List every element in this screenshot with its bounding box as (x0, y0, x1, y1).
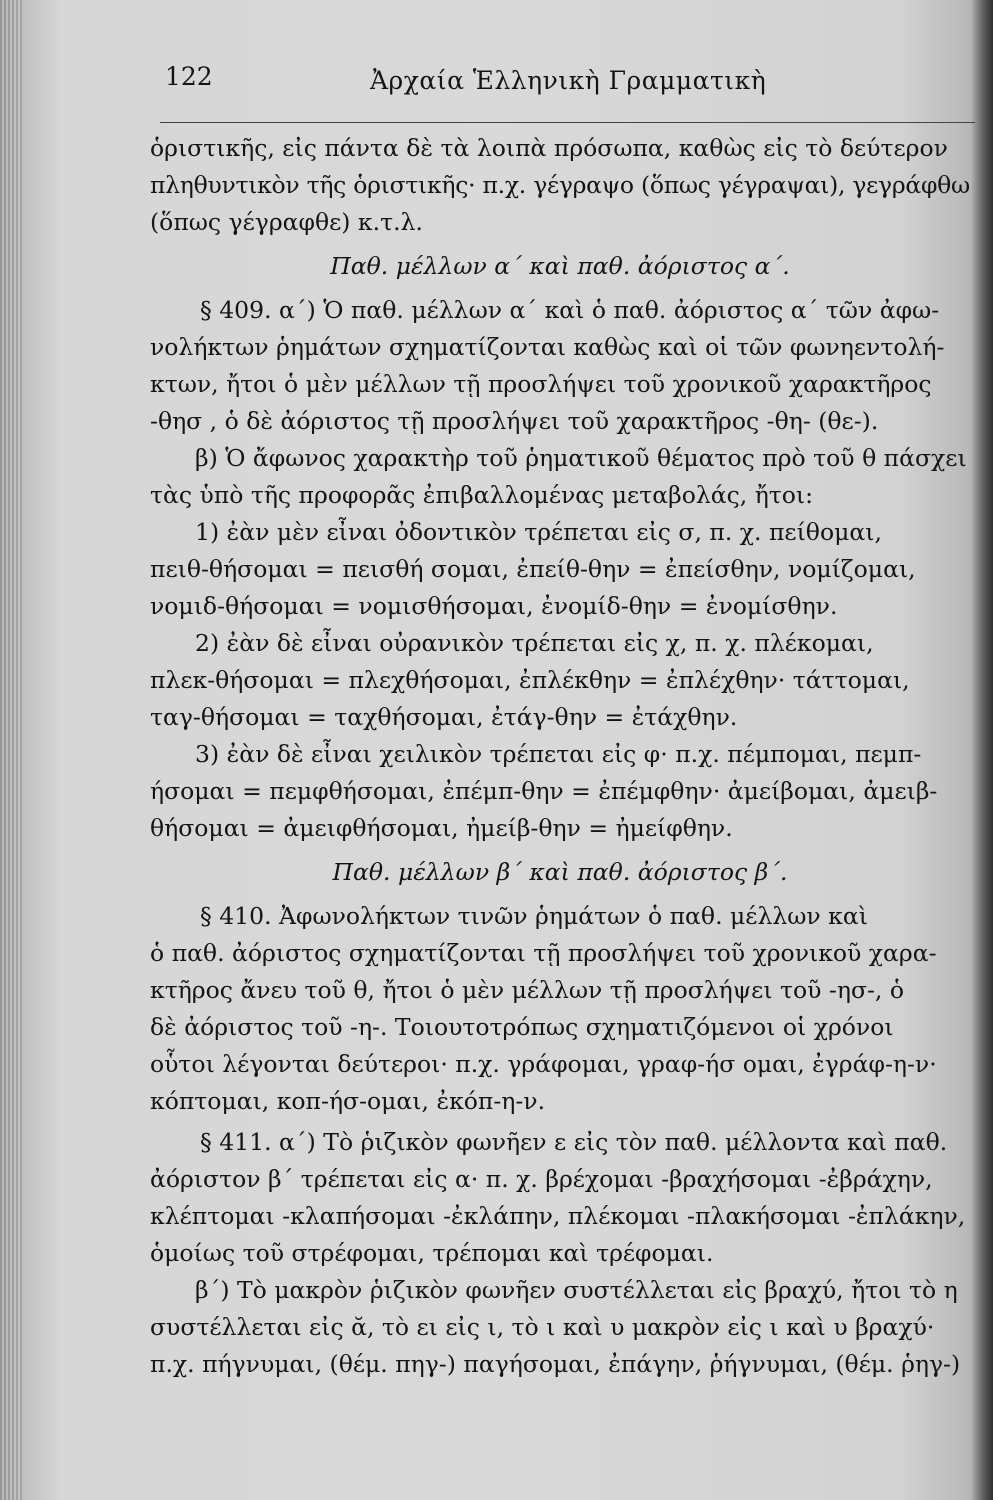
text-line: π.χ. πήγνυμαι, (θέμ. πηγ-) παγήσομαι, ἐπάγην, ῥήγνυμαι, (θέμ. ῥηγ-) (150, 1350, 961, 1378)
text-line: συστέλλεται εἰς ᾰ, τὸ ει εἰς ι, τὸ ι καὶ υ μακρὸν εἰς ι καὶ υ βραχύ· (150, 1313, 935, 1341)
text-line: θήσομαι = ἀμειφθήσομαι, ἠμείβ-θην = ἠμείφθην. (150, 814, 733, 842)
paragraph-411-start: § 411. α΄) Τὸ ῥιζικὸν φωνῆεν ε εἰς τὸν παθ. μέλλοντα καὶ παθ. (200, 1128, 948, 1156)
section-heading: Παθ. μέλλων β΄ καὶ παθ. ἀόριστος β΄. (332, 858, 788, 886)
binding-shadow (971, 0, 993, 1500)
text-line: νομιδ-θήσομαι = νομισθήσομαι, ἐνομίδ-θην = ἐνομίσθην. (150, 592, 838, 620)
list-item-2: 2) ἐὰν δὲ εἶναι οὐρανικὸν τρέπεται εἰς χ, π. χ. πλέκομαι, (195, 629, 874, 657)
page-header (165, 62, 975, 112)
list-item-3: 3) ἐὰν δὲ εἶναι χειλικὸν τρέπεται εἰς φ· π.χ. πέμπομαι, πεμπ- (195, 740, 922, 768)
text-line: κλέπτομαι -κλαπήσομαι -ἐκλάπην, πλέκομαι -πλακήσομαι -ἐπλάκην, (150, 1202, 966, 1230)
text-line: κτῆρος ἄνευ τοῦ θ, ἤτοι ὁ μὲν μέλλων τῇ προσλήψει τοῦ -ησ-, ὁ (150, 976, 905, 1004)
text-line: (ὅπως γέγραφθε) κ.τ.λ. (150, 208, 423, 236)
text-line: ταγ-θήσομαι = ταχθήσομαι, ἐτάγ-θην = ἐτάχθην. (150, 703, 738, 731)
paragraph-409-start: § 409. α΄) Ὁ παθ. μέλλων α΄ καὶ ὁ παθ. ἀόριστος α΄ τῶν ἀφω- (200, 296, 940, 324)
section-heading: Παθ. μέλλων α΄ καὶ παθ. ἀόριστος α΄. (330, 252, 790, 280)
text-line: ήσομαι = πεμφθήσομαι, ἐπέμπ-θην = ἐπέμφθην· ἀμείβομαι, ἀμειβ- (150, 777, 938, 805)
text-line: β΄) Τὸ μακρὸν ῥιζικὸν φωνῆεν συστέλλεται εἰς βραχύ, ἤτοι τὸ η (195, 1276, 958, 1304)
text-line: νολήκτων ῥημάτων σχηματίζονται καθὼς καὶ οἱ τῶν φωνηεντολή- (150, 333, 945, 361)
header-rule (160, 122, 975, 123)
text-line: ἀόριστον β΄ τρέπεται εἰς α· π. χ. βρέχομαι -βραχήσομαι -ἐβράχην, (150, 1165, 933, 1193)
text-line: κτων, ἤτοι ὁ μὲν μέλλων τῇ προσλήψει τοῦ χρονικοῦ χαρακτῆρος (150, 370, 932, 398)
paragraph-410-start: § 410. Ἀφωνολήκτων τινῶν ῥημάτων ὁ παθ. μέλλων καὶ (200, 902, 868, 930)
text-line: τὰς ὑπὸ τῆς προφορᾶς ἐπιβαλλομένας μεταβολάς, ἤτοι: (150, 481, 814, 509)
text-line: δὲ ἀόριστος τοῦ -η-. Τοιουτοτρόπως σχηματιζόμενοι οἱ χρόνοι (150, 1013, 894, 1041)
text-line: κόπτομαι, κοπ-ήσ-ομαι, ἐκόπ-η-ν. (150, 1087, 546, 1115)
list-item-1: 1) ἐὰν μὲν εἶναι ὀδοντικὸν τρέπεται εἰς σ, π. χ. πείθομαι, (195, 518, 882, 546)
page-number: 122 (165, 62, 213, 91)
text-line: οὗτοι λέγονται δεύτεροι· π.χ. γράφομαι, γραφ-ήσ ομαι, ἐγράφ-η-ν· (150, 1050, 937, 1078)
text-line: β) Ὁ ἄφωνος χαρακτὴρ τοῦ ῥηματικοῦ θέματος πρὸ τοῦ θ πάσχει (195, 444, 967, 472)
text-line: ὁμοίως τοῦ στρέφομαι, τρέπομαι καὶ τρέφομαι. (150, 1239, 714, 1267)
text-line: πληθυντικὸν τῆς ὁριστικῆς· π.χ. γέγραψο (ὅπως γέγραψαι), γεγράφθω (150, 171, 970, 199)
text-line: πειθ-θήσομαι = πεισθή σομαι, ἐπείθ-θην = ἐπείσθην, νομίζομαι, (150, 555, 916, 583)
text-line: πλεκ-θήσομαι = πλεχθήσομαι, ἐπλέκθην = ἐπλέχθην· τάττομαι, (150, 666, 910, 694)
page-edge-shadow (0, 0, 22, 1500)
text-line: ὁριστικῆς, εἰς πάντα δὲ τὰ λοιπὰ πρόσωπα, καθὼς εἰς τὸ δεύτερον (150, 134, 948, 162)
text-line: -θησ , ὁ δὲ ἀόριστος τῇ προσλήψει τοῦ χαρακτῆρος -θη- (θε-). (150, 407, 879, 435)
running-title: Ἀρχαία Ἑλληνικὴ Γραμματικὴ (370, 66, 767, 95)
text-line: ὁ παθ. ἀόριστος σχηματίζονται τῇ προσλήψει τοῦ χρονικοῦ χαρα- (150, 939, 937, 967)
page-body (150, 130, 970, 1383)
